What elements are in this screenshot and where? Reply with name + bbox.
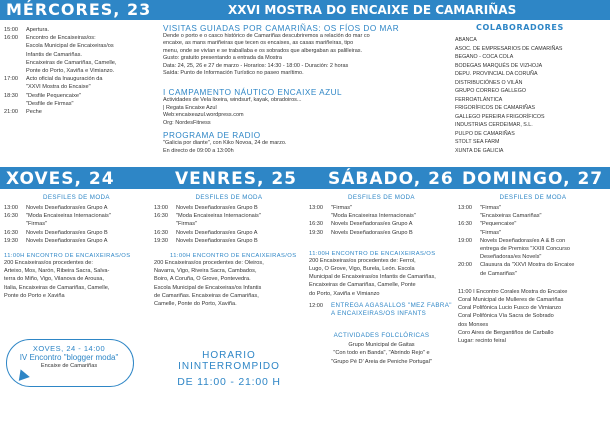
blogger-date: XOVES, 24 - 14:00 — [32, 344, 106, 353]
event-text: Novels Deseñadoras/es Grupo B — [176, 237, 258, 244]
domingo-desfile — [458, 261, 608, 269]
visitas-line: Data: 24, 25, 26 e 27 de marzo - Horarios: 14:30 - 18:00 - Duración: 2 horas — [163, 62, 349, 69]
event-time — [309, 212, 331, 220]
day-heading-venres: VENRES, 25 — [175, 169, 297, 189]
venres-desfile — [154, 237, 304, 245]
event-time — [458, 229, 480, 237]
sabado-encontro-line: Municipal de Encaixeiras/os Infantis de Camariñas, — [309, 274, 436, 281]
domingo-desfile — [458, 245, 608, 253]
domingo-desfile — [458, 220, 608, 228]
event-time: 13:00 — [4, 205, 18, 211]
colaborador-item: BEGANO - COCA COLA — [455, 54, 514, 60]
event-text: "Moda Encaixeiras Internacionais" — [26, 213, 111, 220]
event-time: 20:00 — [458, 262, 472, 269]
radio-text — [163, 140, 286, 155]
xoves-encontro-line: 200 Encaixeiras/os procedentes de: — [4, 260, 93, 267]
event-text: "Desfile Pequencaixe" — [26, 92, 81, 99]
event-text: "Firmas" — [26, 221, 48, 228]
venres-encontro-line: 200 Encaixeiras/os procedentes de: Oleiros, — [154, 260, 264, 267]
visitas-line: Dende o porto e o casco histórico de Camariñas descubriremos a relación do mar co — [163, 33, 370, 39]
event-time: 21:00 — [4, 109, 18, 116]
event-title: XXVI MOSTRA DO ENCAIXE DE CAMARIÑAS — [228, 3, 517, 17]
colaboradores-title: COLABORADORES — [476, 23, 564, 32]
visitas-text — [163, 33, 399, 77]
mercores-event — [4, 108, 154, 116]
event-time — [4, 100, 26, 108]
event-time: 13:00 — [458, 205, 472, 211]
sabado-desfile — [309, 212, 454, 220]
event-text: Escola Municipal de Encaixeiras/os — [26, 43, 114, 50]
radio-title: PROGRAMA DE RADIO — [163, 131, 261, 140]
venres-desfile — [154, 212, 304, 220]
xoves-encontro-line: Ponte do Porto e Xaviña — [4, 292, 65, 299]
event-text: Encontro de Encaixeiras/os: — [26, 35, 96, 42]
event-text: de Camariñas" — [480, 270, 517, 277]
colaborador-item: DISTRIBUCIÓNES O VILÁN — [455, 79, 523, 86]
event-time — [458, 270, 480, 278]
sabado-encontro-line: 200 Encaixeiras/os procedentes de: Ferrol, — [309, 257, 416, 264]
event-time: 16:30 — [154, 229, 168, 236]
mercores-event — [4, 75, 154, 83]
event-time: 16:30 — [4, 229, 18, 236]
domingo-desfile — [458, 204, 608, 212]
colaborador-item: XUNTA DE GALICIA — [455, 147, 504, 154]
folclore-line: "Con todo en Banda", "Abrindo Rejo" e — [333, 350, 430, 357]
campamento-line: Org: NordesFitness — [163, 119, 211, 126]
visitas-line: encaixe, as mans mariñeiras que tecen os encaixes, as casas mariñeiras, tipo — [163, 40, 354, 47]
xoves-desfile — [4, 212, 149, 220]
event-time: 16:30 — [458, 221, 472, 228]
event-time: 19:30 — [154, 237, 168, 244]
radio-section — [163, 131, 286, 155]
visitas-line: Saída: Punto de Información Turístico no paseo marítimo. — [163, 70, 304, 77]
event-text: Novels Deseñadoras/es Grupo A — [176, 229, 258, 236]
event-time: 18:30 — [4, 92, 18, 99]
venres-column — [154, 194, 304, 308]
campamento-text — [163, 97, 342, 127]
blogger-title: IV Encontro "blogger moda" — [19, 353, 119, 362]
event-time — [4, 59, 26, 67]
event-time: 17:00 — [4, 76, 18, 83]
xoves-encontro-title: 11:00H ENCONTRO DE ENCAIXEIRAS/OS — [4, 253, 131, 260]
horario-title-2: ININTERROMPIDO — [178, 361, 280, 372]
sabado-encontro-title: 11:00H ENCONTRO DE ENCAIXEIRAS/OS — [309, 250, 436, 257]
event-text: Novels Deseñadoras/es Grupo A — [331, 221, 413, 228]
mercores-event — [4, 34, 154, 42]
event-time: 13:00 — [154, 205, 168, 211]
xoves-column — [4, 194, 149, 300]
colaborador-item: GALLEGO PEREIRA FRIGORÍFICOS — [455, 113, 545, 120]
event-text: Peche — [26, 109, 42, 116]
venres-desfile — [154, 204, 304, 212]
campamento-line: Web:encaixeazul.wordpress.com — [163, 112, 244, 119]
corales-line: 11:00 I Encontro Corales Mostra do Encaixe — [458, 288, 568, 295]
corales-line: Coral Polifónica Lucio Fusco de Vimianzo — [458, 305, 562, 312]
horario-time: DE 11:00 - 21:00 H — [177, 376, 281, 388]
domingo-desfile — [458, 253, 608, 261]
sabado-column — [309, 194, 454, 366]
event-text: Ponte do Porto, Xaviña e Vimianzo. — [26, 68, 115, 75]
event-text: Infantis de Camariñas. — [26, 51, 82, 58]
event-text: "Pequencaixe" — [480, 221, 517, 228]
event-time: 13:00 — [309, 205, 323, 211]
event-text: Deseñadoras/es Novels" — [480, 254, 542, 261]
entrega-row — [309, 302, 454, 318]
domingo-desfiles-title: DESFILES DE MODA — [499, 194, 567, 201]
event-text: "Firmas" — [331, 205, 353, 211]
mercores-event — [4, 51, 154, 59]
event-time — [458, 253, 480, 261]
event-text: Novels Deseñadoras/es Grupo B — [176, 205, 258, 211]
corales-line: Coral Polifónica Vía Sacra de Sobrado — [458, 313, 554, 320]
event-text: "Firmas" — [480, 205, 502, 211]
event-time: 16:00 — [4, 35, 18, 42]
colaborador-item: GRUPO CORREO GALLEGO — [455, 88, 526, 94]
day-heading-xoves: XOVES, 24 — [6, 169, 115, 189]
xoves-encontro-line: Italia, Encaixeiras de Camariñas, Camelle, — [4, 284, 110, 291]
day-heading-mercores: MÉRCORES, 23 — [6, 0, 152, 19]
event-text: Clausura da "XXVI Mostra do Encaixe — [480, 262, 575, 269]
domingo-desfile — [458, 237, 608, 245]
domingo-column — [458, 194, 608, 345]
entrega-line-2: A ENCAIXEIRAS/OS INFANTS — [331, 310, 427, 318]
venres-encontro-line: de Camariñas. Encaixeiras de Camariñas, — [154, 292, 259, 299]
xoves-encontro-line: terra do Miño, Vigo, Vilanova de Arousa, — [4, 276, 104, 283]
event-time — [458, 212, 480, 220]
event-text: Acto oficial da Inauguración da — [26, 76, 103, 83]
entrega-line-1: ENTREGA AGASALLOS "MEZ FABRA" — [331, 301, 452, 309]
event-time: 16:30 — [4, 213, 18, 220]
day-heading-sabado: SÁBADO, 26 — [328, 169, 454, 189]
visitas-title: VISITAS GUIADAS POR CAMARIÑAS: OS FÍOS DO MAR — [163, 24, 400, 33]
corales-line: Coral Municipal de Mulleres de Camariñas — [458, 297, 564, 304]
event-time — [4, 51, 26, 59]
event-time — [154, 220, 176, 228]
event-text: "Firmas" — [176, 221, 198, 228]
event-time: 19:30 — [309, 229, 323, 236]
xoves-desfile — [4, 229, 149, 237]
event-text: "Firmas" — [480, 229, 502, 236]
colaborador-item: ABANCA — [455, 37, 477, 43]
event-time — [458, 245, 480, 253]
event-time — [4, 220, 26, 228]
colaborador-item: PULPO DE CAMARIÑAS — [455, 130, 515, 137]
event-text: "Moda Encaixeiras Internacionais" — [176, 213, 261, 220]
event-time — [4, 67, 26, 75]
xoves-desfile — [4, 220, 149, 228]
mercores-event — [4, 26, 154, 34]
xoves-desfile — [4, 237, 149, 245]
radio-line: En directo de 09:00 a 13:00h — [163, 147, 234, 154]
event-text: Encaixeiras de Camariñas, Camelle, — [26, 59, 117, 66]
campamento-line: Actividades de Vela lixeira, windsurf, kayak, obradoiros... — [163, 97, 302, 103]
blogger-sub: Encaixe de Camariñas — [40, 363, 98, 369]
event-text: Novels Deseñadoras/es Grupo B — [26, 229, 108, 236]
event-time — [4, 42, 26, 50]
colaborador-item: FERROATLÁNTICA — [455, 96, 503, 103]
sabado-encontro-line: Lugo, O Grove, Vigo, Burela, León. Escola — [309, 266, 415, 273]
mercores-list — [4, 26, 154, 116]
event-time: 16:30 — [309, 221, 323, 228]
radio-line: "Galicia por diante", con Kiko Novoa, 24 de marzo. — [163, 140, 287, 146]
colaborador-item: ASOC. DE EMPRESARIOS DE CAMARIÑAS — [455, 45, 563, 52]
venres-encontro-line: Escola Municipal de Encaixeiras/os Infantis — [154, 284, 262, 291]
xoves-encontro-line: Arteixo, Mos, Narón, Ribeira Sacra, Salva- — [4, 268, 110, 275]
mercores-event — [4, 92, 154, 100]
folclore-line: "Grupo Pé D' Areia de Peniche Portugal" — [331, 358, 432, 365]
event-text: Novels Deseñadoras/es Grupo B — [331, 229, 413, 236]
event-time: 19:30 — [4, 237, 18, 244]
venres-encontro-line: Camelle, Ponte do Porto, Xaviña. — [154, 301, 237, 308]
event-time: 15:00 — [4, 27, 18, 33]
sabado-desfile — [309, 229, 454, 237]
mercores-event — [4, 59, 154, 67]
day-heading-domingo: DOMINGO, 27 — [462, 169, 604, 189]
entrega-time: 12:00 — [309, 302, 323, 309]
event-text: "Moda Encaixeiras Internacionais" — [331, 213, 416, 220]
horario-title-1: HORARIO — [202, 350, 256, 361]
corales-line: Coro Aires de Bergantiños de Carballo — [458, 329, 554, 336]
event-text: "Encaixeiras Camariñas" — [480, 213, 542, 220]
sabado-desfile — [309, 204, 454, 212]
venres-encontro-title: 11:00H ENCONTRO DE ENCAIXEIRAS/OS — [170, 253, 297, 260]
corales-line: dos Monxes — [458, 321, 489, 328]
mercores-event — [4, 67, 154, 75]
sabado-desfile — [309, 220, 454, 228]
domingo-desfile — [458, 212, 608, 220]
mercores-event — [4, 83, 154, 91]
event-text: Novels Deseñadoras/es Grupo A — [26, 205, 108, 211]
colaborador-item: STOLT SEA FARM — [455, 139, 500, 145]
mercores-schedule — [4, 26, 154, 116]
venres-desfile — [154, 229, 304, 237]
sabado-encontro-line: do Porto, Xaviña e Vimianzo — [309, 290, 380, 297]
event-time — [4, 83, 26, 91]
event-text: "XXVI Mostra do Encaixe" — [26, 84, 91, 91]
domingo-desfile — [458, 270, 608, 278]
colaboradores-list — [455, 36, 605, 155]
xoves-desfiles-title: DESFILES DE MODA — [43, 194, 110, 201]
venres-desfiles-title: DESFILES DE MODA — [195, 194, 263, 201]
sabado-encontro-line: Encaixeiras de Camariñas, Camelle, Ponte — [309, 282, 416, 289]
venres-encontro-line: Boiro, A Coruña, O Grove, Pontevedra. — [154, 276, 251, 283]
colaborador-item: FRIGORÍFICOS DE CAMARIÑAS — [455, 105, 536, 111]
event-text: Novels Deseñadoras/es A & B con — [480, 237, 566, 244]
event-text: Novels Deseñadoras/es Grupo A — [26, 237, 108, 244]
campamento-section — [163, 88, 342, 127]
sabado-desfiles-title: DESFILES DE MODA — [348, 194, 415, 201]
event-time: 16:30 — [154, 213, 168, 220]
event-text: Apertura. — [26, 27, 50, 33]
mercores-event — [4, 100, 154, 108]
mercores-event — [4, 42, 154, 50]
horario-block — [154, 350, 304, 388]
folclore-title: ACTIVIDADES FOLCLÓRICAS — [333, 332, 430, 340]
corales-line: Lugar: recinto feiral — [458, 338, 506, 345]
domingo-desfile — [458, 229, 608, 237]
colaborador-item: INDUSTRIAS CERDEIMAR, S.L. — [455, 122, 533, 128]
colaborador-item: BODEGAS MARQUÉS DE VIZHOJA — [455, 62, 543, 69]
event-time: 19:00 — [458, 237, 472, 244]
visitas-line: Gusto: gratuito presentando a entrada da Mostra — [163, 55, 282, 62]
blogger-bubble-text — [6, 344, 132, 370]
campamento-title: I CAMPAMENTO NÁUTICO ENCAIXE AZUL — [163, 88, 343, 97]
visitas-section — [163, 24, 399, 77]
event-text: entrega de Premios "XXIII Concurso — [480, 246, 570, 253]
event-text: "Desfile de Firmas" — [26, 100, 74, 107]
xoves-desfile — [4, 204, 149, 212]
visitas-line: menu, onde se vivían e se traballaba e os sobrados que albergaban as palilleiras. — [163, 47, 363, 54]
campamento-line: | Regata Encaixe Azul — [163, 104, 217, 111]
venres-desfile — [154, 220, 304, 228]
venres-encontro-line: Navarra, Vigo, Riveira Sacra, Cambados, — [154, 268, 257, 275]
folclore-line: Grupo Municipal de Gaitas — [348, 342, 415, 349]
colaborador-item: DEPU. PROVINCIAL DA CORUÑA — [455, 71, 538, 77]
